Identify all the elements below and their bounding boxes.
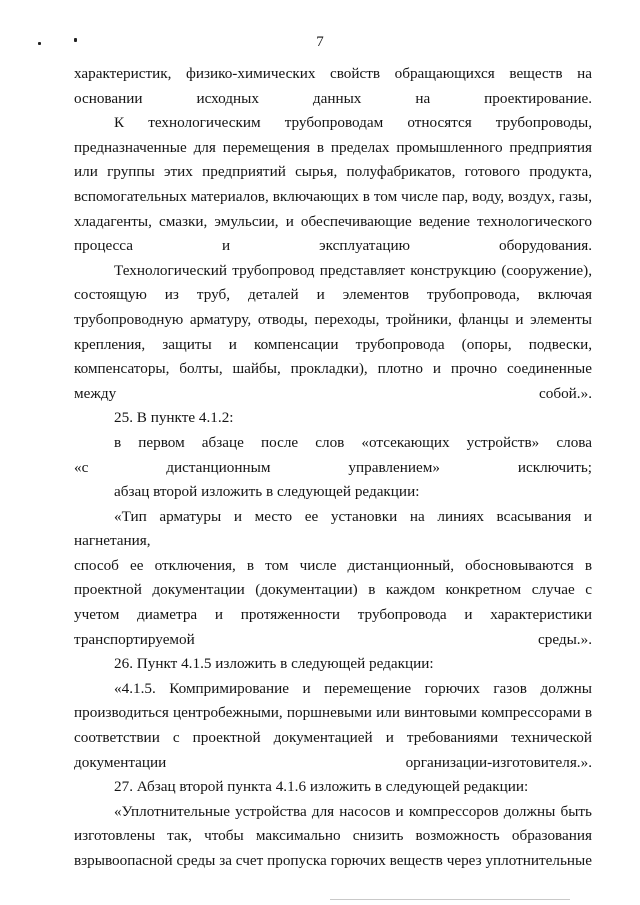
- paragraph: [74, 62, 592, 111]
- text-line: в первом абзаце после слов «отсекающих устройств» слова: [114, 433, 592, 451]
- text-line: 26. Пункт 4.1.5 изложить в следующей редакции:: [114, 655, 434, 673]
- text-line: способ ее отключения, в том числе дистанционный, обосновываются в: [74, 556, 592, 574]
- text-line: учетом диаметра и протяженности трубопровода и характеристики: [74, 606, 592, 624]
- text-line: вспомогательных материалов, включающих в том числе пар, воду, воздух, газы,: [74, 187, 592, 205]
- text-line: Технологический трубопровод представляет конструкцию (сооружение),: [114, 261, 592, 279]
- text-line: компенсаторы, болты, шайбы, прокладки), плотно и прочно соединенные: [74, 360, 592, 378]
- text-line: «с дистанционным управлением» исключить;: [74, 458, 592, 476]
- text-line: хладагенты, смазки, эмульсии, и обеспечивающие ведение технологического: [74, 212, 592, 230]
- paragraph: [74, 505, 592, 653]
- text-line: производиться центробежными, поршневыми или винтовыми компрессорами в: [74, 704, 592, 722]
- paragraph: [74, 652, 592, 677]
- paragraph: [74, 480, 592, 505]
- text-line: 25. В пункте 4.1.2:: [114, 409, 234, 427]
- text-line: соответствии с проектной документацией и требованиями технической: [74, 729, 592, 747]
- text-line: «Уплотнительные устройства для насосов и компрессоров должны быть: [114, 802, 592, 820]
- page-number: 7: [316, 34, 324, 50]
- paragraph: [74, 800, 592, 874]
- text-line: между собой.».: [74, 384, 592, 402]
- text-line: взрывоопасной среды за счет пропуска горючих веществ через уплотнительные: [74, 852, 592, 869]
- paragraph: [74, 431, 592, 480]
- text-line: изготовлены так, чтобы максимально снизить возможность образования: [74, 827, 592, 845]
- paragraph: [74, 259, 592, 407]
- scan-edge-line: [330, 899, 570, 900]
- text-line: 27. Абзац второй пункта 4.1.6 изложить в следующей редакции:: [114, 778, 529, 796]
- text-line: транспортируемой среды.».: [74, 630, 592, 648]
- text-line: или группы этих предприятий сырья, полуфабрикатов, готового продукта,: [74, 163, 592, 181]
- text-line: «4.1.5. Компримирование и перемещение горючих газов должны: [114, 679, 592, 697]
- text-line: основании исходных данных на проектирование.: [74, 89, 592, 107]
- paragraph: [74, 111, 592, 259]
- text-line: «Тип арматуры и место ее установки на линиях всасывания и нагнетания,: [74, 507, 592, 550]
- text-line: состоящую из труб, деталей и элементов трубопровода, включая: [74, 286, 592, 304]
- paragraph: [74, 406, 592, 431]
- text-line: документации организации-изготовителя.».: [74, 753, 592, 771]
- text-line: процесса и эксплуатацию оборудования.: [74, 237, 592, 255]
- text-line: характеристик, физико-химических свойств обращающихся веществ на: [74, 65, 592, 82]
- document-body: [74, 62, 592, 874]
- text-line: предназначенные для перемещения в пределах промышленного предприятия: [74, 138, 592, 156]
- text-line: трубопроводную арматуру, отводы, переходы, тройники, фланцы и элементы: [74, 310, 592, 328]
- text-line: абзац второй изложить в следующей редакции:: [114, 483, 420, 501]
- paragraph: [74, 677, 592, 775]
- text-line: крепления, защиты и компенсации трубопровода (опоры, подвески,: [74, 335, 592, 353]
- text-line: проектной документации (документации) в каждом конкретном случае с: [74, 581, 592, 599]
- paragraph: [74, 775, 592, 800]
- text-line: К технологическим трубопроводам относятся трубопроводы,: [114, 114, 592, 132]
